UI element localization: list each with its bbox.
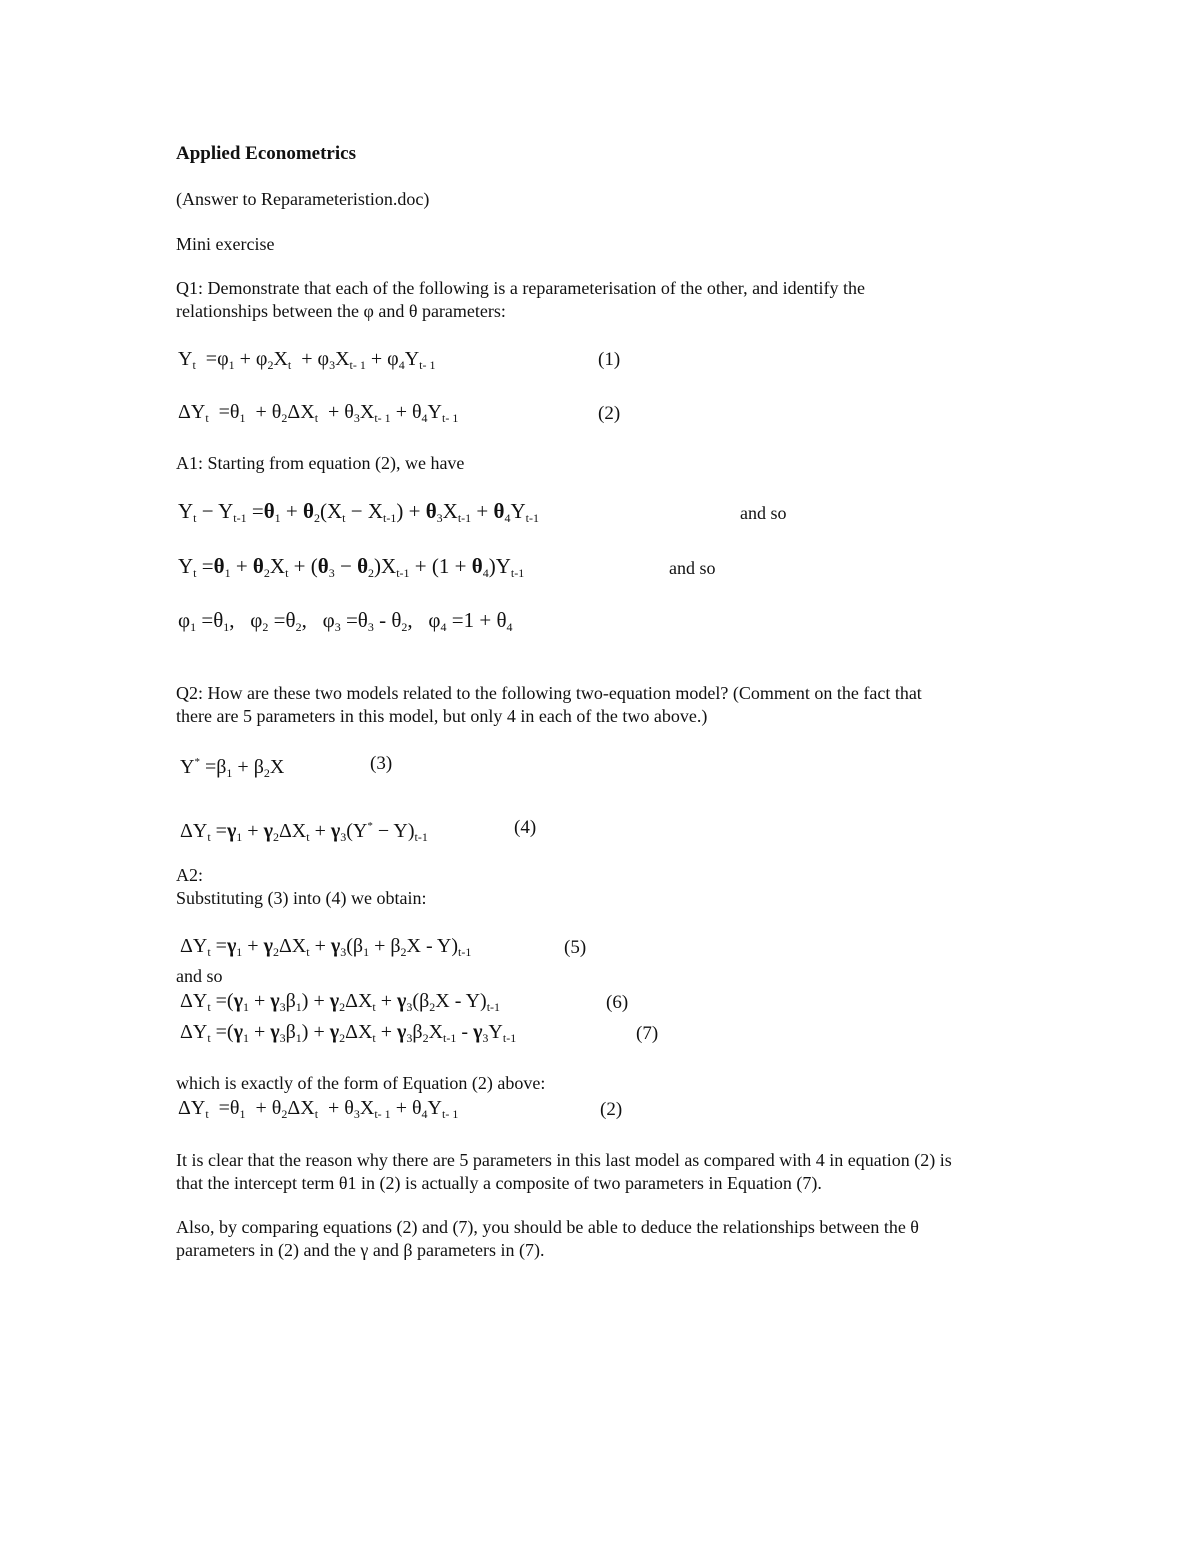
derivation-line-1: $Y_t - Y_{t-1} =\theta_1 + \theta_2(X_t - X_{t-1}) + \theta_3X_{t-1} + \theta_4Y_{t-1}$: [178, 499, 539, 525]
equation-3: $Y^* =\beta_1 + \beta_2X$: [180, 756, 285, 780]
equation-2-label: (2): [598, 403, 621, 424]
equation-7-label: (7): [636, 1023, 659, 1044]
closing-line-2: parameters in (2) and the γ and β parameters in (7).: [176, 1240, 545, 1260]
question-2-line-1: Q2: How are these two models related to the following two-equation model? (Comment on the fact that: [176, 683, 922, 703]
and-so-text-1: and so: [740, 503, 787, 523]
answer-2-heading: A2:: [176, 865, 203, 885]
question-1-line-1: Q1: Demonstrate that each of the following is a reparameterisation of the other, and identify the: [176, 278, 866, 298]
conclusion-line-2: that the intercept term θ1 in (2) is actually a composite of two parameters in Equation (7).: [176, 1173, 822, 1193]
equation-6: $\Delta Y_t =(\gamma_1 + \gamma_3\beta_1) + \gamma_2\Delta X_t + \gamma_3(\beta_2X - Y)_{t-1}$: [180, 990, 501, 1014]
and-so-text-3: and so: [176, 966, 223, 986]
answer-1-intro: A1: Starting from equation (2), we have: [176, 453, 465, 473]
subtitle: (Answer to Reparameteristion.doc): [176, 189, 430, 209]
equation-3-label: (3): [370, 753, 393, 774]
equation-6-label: (6): [606, 992, 629, 1013]
question-2-line-2: there are 5 parameters in this model, but only 4 in each of the two above.): [176, 706, 708, 726]
equation-7: $\Delta Y_t =(\gamma_1 + \gamma_3\beta_1) + \gamma_2\Delta X_t + \gamma_3\beta_2X_{t-1} - \gamma_3Y_{t-1}$: [180, 1021, 517, 1045]
equation-1: $Y_t =\varphi_1 + \varphi_2X_t + \varphi_3X_{t- 1} + \varphi_4Y_{t- 1}$: [178, 348, 436, 372]
form-statement: which is exactly of the form of Equation (2) above:: [176, 1073, 546, 1093]
answer-2-intro: Substituting (3) into (4) we obtain:: [176, 888, 427, 908]
equation-2-repeat-label: (2): [600, 1099, 623, 1120]
parameter-relationships: $\varphi_1 =\theta_1$, $\varphi_2 =\theta_2$, $\varphi_3 =\theta_3 - \theta_2$, $\varphi_4 =1 + \theta_4$: [178, 608, 513, 634]
equation-4-label: (4): [514, 817, 537, 838]
derivation-line-2: $Y_t =\theta_1 + \theta_2X_t + (\theta_3 - \theta_2)X_{t-1} + (1 + \theta_4)Y_{t-1}$: [178, 554, 525, 580]
equation-5-label: (5): [564, 937, 587, 958]
equation-4: $\Delta Y_t =\gamma_1 + \gamma_2\Delta X_t + \gamma_3(Y^* - Y)_{t-1}$: [180, 820, 428, 844]
equation-1-label: (1): [598, 349, 621, 370]
conclusion-line-1: It is clear that the reason why there are 5 parameters in this last model as compared with 4 in equation (2) is: [176, 1150, 952, 1170]
equation-5: $\Delta Y_t =\gamma_1 + \gamma_2\Delta X_t + \gamma_3(\beta_1 + \beta_2X - Y)_{t-1}$: [180, 935, 472, 959]
closing-line-1: Also, by comparing equations (2) and (7), you should be able to deduce the relationships between the θ: [176, 1217, 919, 1237]
and-so-text-2: and so: [669, 558, 716, 578]
page-title: Applied Econometrics: [176, 143, 356, 164]
exercise-heading: Mini exercise: [176, 234, 275, 254]
equation-2-repeat: $\Delta Y_t =\theta_1 + \theta_2\Delta X_t + \theta_3X_{t- 1} + \theta_4Y_{t- 1}$: [178, 1097, 459, 1121]
question-1-line-2: relationships between the φ and θ parameters:: [176, 301, 506, 321]
equation-2: $\Delta Y_t =\theta_1 + \theta_2\Delta X_t + \theta_3X_{t- 1} + \theta_4Y_{t- 1}$: [178, 401, 459, 425]
